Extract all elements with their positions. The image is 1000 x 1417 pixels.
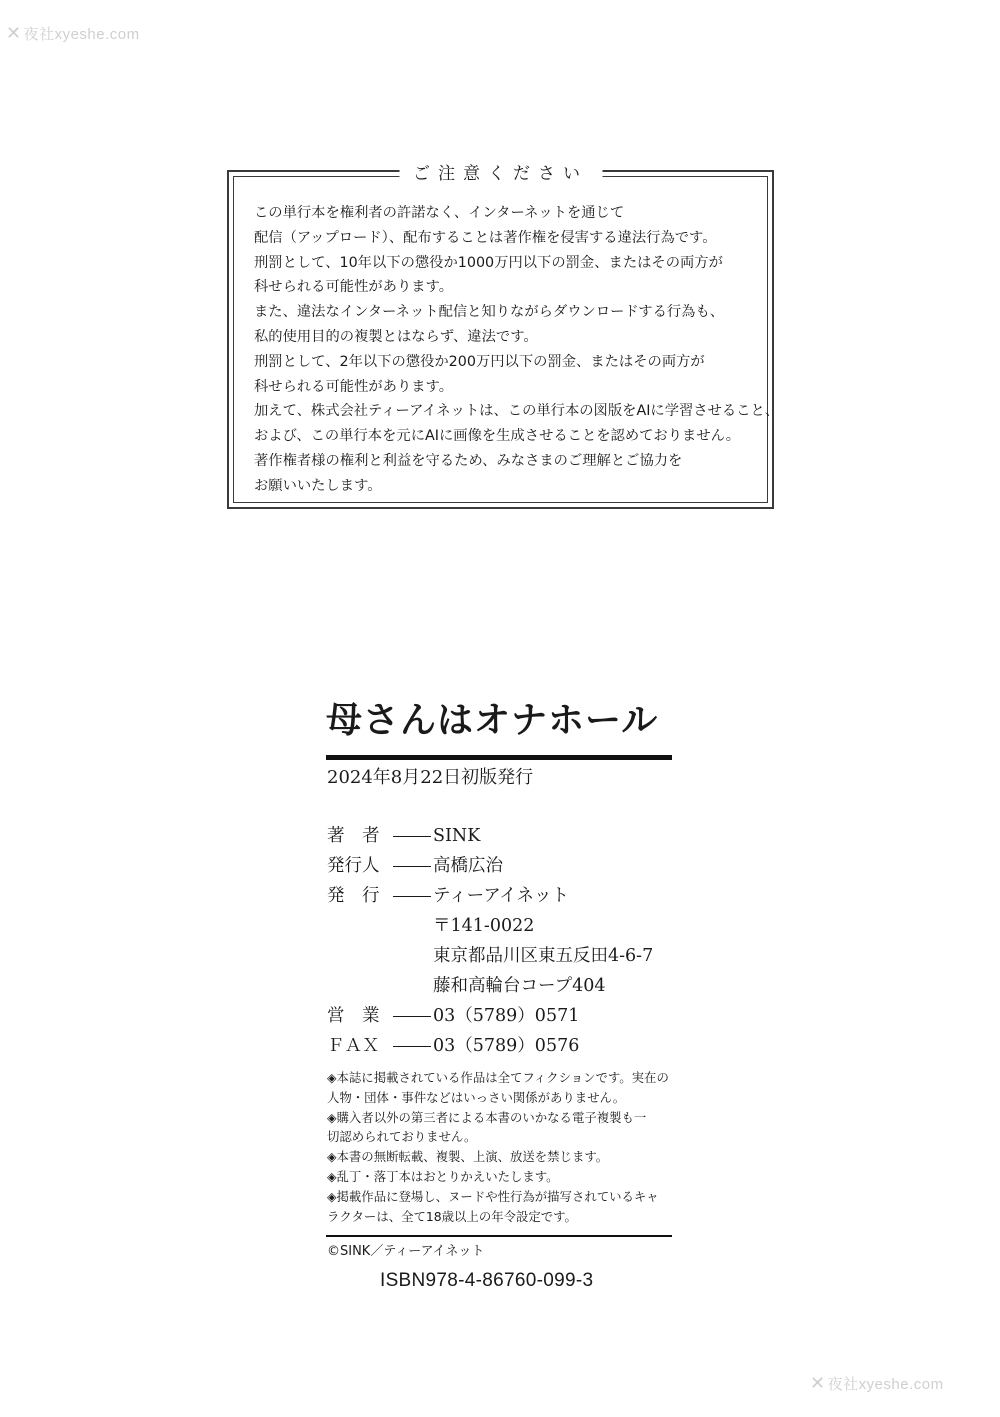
book-title: 母さんはオナホール (326, 699, 659, 741)
address-line-1: 東京都品川区東五反田4-6-7 (433, 946, 654, 966)
note-line: ◈本誌に掲載されている作品は全てフィクションです。実在の (327, 1070, 669, 1085)
publisher-person-label: 発行人 (327, 856, 380, 876)
notice-line: 著作権者様の権利と利益を守るため、みなさまのご理解とご協力を (254, 452, 683, 469)
fax-label: ＦＡＸ (327, 1036, 380, 1056)
dash-rule (391, 851, 433, 881)
note-line: 切認められておりません。 (327, 1129, 477, 1145)
notice-line: および、この単行本を元にAIに画像を生成させることを認めておりません。 (254, 428, 741, 445)
publication-date: 2024年8月22日初版発行 (327, 767, 534, 788)
notice-line: 刑罰として、10年以下の懲役か1000万円以下の罰金、またはその両方が (254, 254, 723, 271)
notice-line: 刑罰として、2年以下の懲役か200万円以下の罰金、またはその両方が (254, 353, 705, 370)
notice-line: 科せられる可能性があります。 (254, 279, 454, 296)
isbn: ISBN978-4-86760-099-3 (380, 1270, 594, 1291)
notes-rule (326, 1235, 672, 1237)
publisher-person-row (327, 851, 653, 881)
note-line: ◈本書の無断転載、複製、上演、放送を禁じます。 (327, 1149, 609, 1165)
notice-line: また、違法なインターネット配信と知りながらダウンロードする行為も、 (254, 304, 725, 321)
note-line: ◈購入者以外の第三者による本書のいかなる電子複製も一 (327, 1109, 647, 1125)
note-line: 人物・団体・事件などはいっさい関係がありません。 (327, 1089, 626, 1105)
notice-line: 配信（アップロード）、配布することは著作権を侵害する違法行為です。 (254, 229, 717, 246)
address-row-2 (327, 971, 653, 1001)
publisher-name: ティーアイネット (433, 886, 569, 906)
sales-row (327, 1001, 653, 1031)
legal-notes (327, 1068, 669, 1226)
dash-rule (391, 821, 433, 851)
notice-title: ご注意ください (399, 159, 602, 184)
note-line: ラクターは、全て18歳以上の年令設定です。 (327, 1208, 577, 1224)
publisher-person-name: 高橋広治 (433, 856, 503, 876)
x-logo-icon: ✕ (810, 1373, 826, 1393)
fax-row (327, 1031, 653, 1061)
author-row (327, 821, 653, 851)
x-logo-icon: ✕ (6, 23, 22, 43)
watermark-top: ✕ 夜社xyeshe.com (6, 23, 140, 43)
notice-box (227, 164, 780, 509)
notice-line: この単行本を権利者の許諾なく、インターネットを通じて (254, 205, 625, 221)
dash-rule (391, 1031, 433, 1061)
publication-info (327, 821, 653, 1061)
notice-text (254, 201, 780, 499)
note-line: ◈掲載作品に登場し、ヌードや性行為が描写されているキャ (327, 1188, 659, 1204)
notice-line: 加えて、株式会社ティーアイネットは、この単行本の図版をAIに学習させること、 (254, 403, 780, 420)
author-label: 著 者 (327, 826, 380, 846)
note-line: ◈乱丁・落丁本はおとりかえいたします。 (327, 1168, 559, 1184)
title-rule (326, 755, 672, 760)
author-name: SINK (433, 826, 481, 846)
sales-phone: 03（5789）0571 (433, 1006, 580, 1026)
notice-line: 私的使用目的の複製とはならず、違法です。 (254, 328, 538, 345)
dash-rule (391, 881, 433, 911)
watermark-bottom: ✕ 夜社xyeshe.com (810, 1373, 944, 1393)
fax-number: 03（5789）0576 (433, 1036, 580, 1056)
publisher-label: 発 行 (327, 886, 380, 906)
publisher-row (327, 881, 653, 911)
address-line-2: 藤和高輪台コープ404 (433, 976, 606, 996)
notice-line: 科せられる可能性があります。 (254, 378, 454, 395)
postal-row (327, 911, 653, 941)
sales-label: 営 業 (327, 1006, 380, 1026)
notice-line: お願いいたします。 (254, 477, 382, 494)
address-row-1 (327, 941, 653, 971)
dash-rule (391, 1001, 433, 1031)
postal-code: 〒141-0022 (433, 916, 535, 936)
copyright-line: ©SINK／ティーアイネット (327, 1244, 485, 1259)
